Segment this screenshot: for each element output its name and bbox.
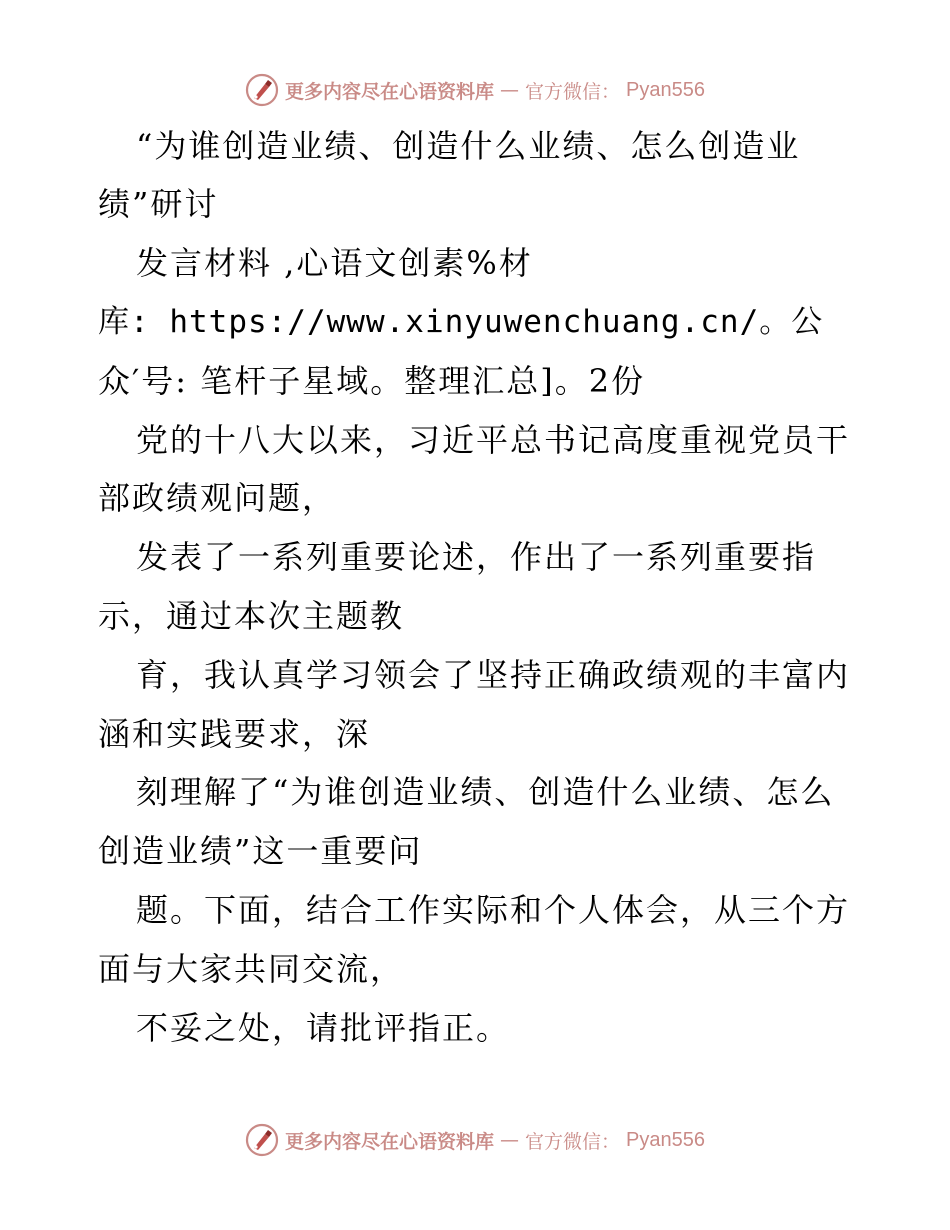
title-line-2: 绩”研讨 bbox=[98, 185, 219, 223]
paragraph-line: 创造业绩”这一重要问 bbox=[98, 832, 423, 870]
wechat-id: Pyan556 bbox=[626, 1128, 705, 1151]
paragraph-line: 题。下面，结合工作实际和个人体会，从三个方 bbox=[136, 891, 851, 929]
banner-dash: — bbox=[500, 1129, 520, 1151]
header-banner bbox=[0, 70, 950, 110]
promo-text: 更多内容尽在心语资料库 bbox=[285, 1130, 495, 1153]
pen-logo-icon bbox=[245, 1123, 279, 1157]
source-line-url: 库: https://www.xinyuwenchuang.cn/。公 bbox=[98, 304, 824, 340]
source-line-1: 发言材料 ,心语文创素%材 bbox=[136, 244, 533, 282]
wechat-id: Pyan556 bbox=[626, 78, 705, 101]
footer-banner bbox=[0, 1120, 950, 1160]
wechat-label: 官方微信： bbox=[525, 1130, 621, 1153]
paragraph-line: 党的十八大以来，习近平总书记高度重视党员干 bbox=[136, 421, 851, 459]
paragraph-line: 部政绩观问题， bbox=[98, 479, 337, 517]
promo-text: 更多内容尽在心语资料库 bbox=[285, 80, 495, 103]
paragraph-line: 面与大家共同交流， bbox=[98, 950, 405, 988]
wechat-label: 官方微信： bbox=[525, 80, 621, 103]
title-line-1: “为谁创造业绩、创造什么业绩、怎么创造业 bbox=[136, 127, 801, 165]
source-line-3: 众′号: 笔杆子星域。整理汇总]。2份 bbox=[98, 362, 646, 400]
paragraph-line: 涵和实践要求，深 bbox=[98, 715, 371, 753]
paragraph-line: 发表了一系列重要论述，作出了一系列重要指 bbox=[136, 538, 817, 576]
paragraph-line: 不妥之处，请批评指正。 bbox=[136, 1009, 511, 1047]
pen-logo-icon bbox=[245, 73, 279, 107]
paragraph-line: 刻理解了“为谁创造业绩、创造什么业绩、怎么 bbox=[136, 773, 835, 811]
paragraph-line: 示，通过本次主题教 bbox=[98, 597, 405, 635]
paragraph-line: 育，我认真学习领会了坚持正确政绩观的丰富内 bbox=[136, 656, 851, 694]
banner-dash: — bbox=[500, 79, 520, 101]
